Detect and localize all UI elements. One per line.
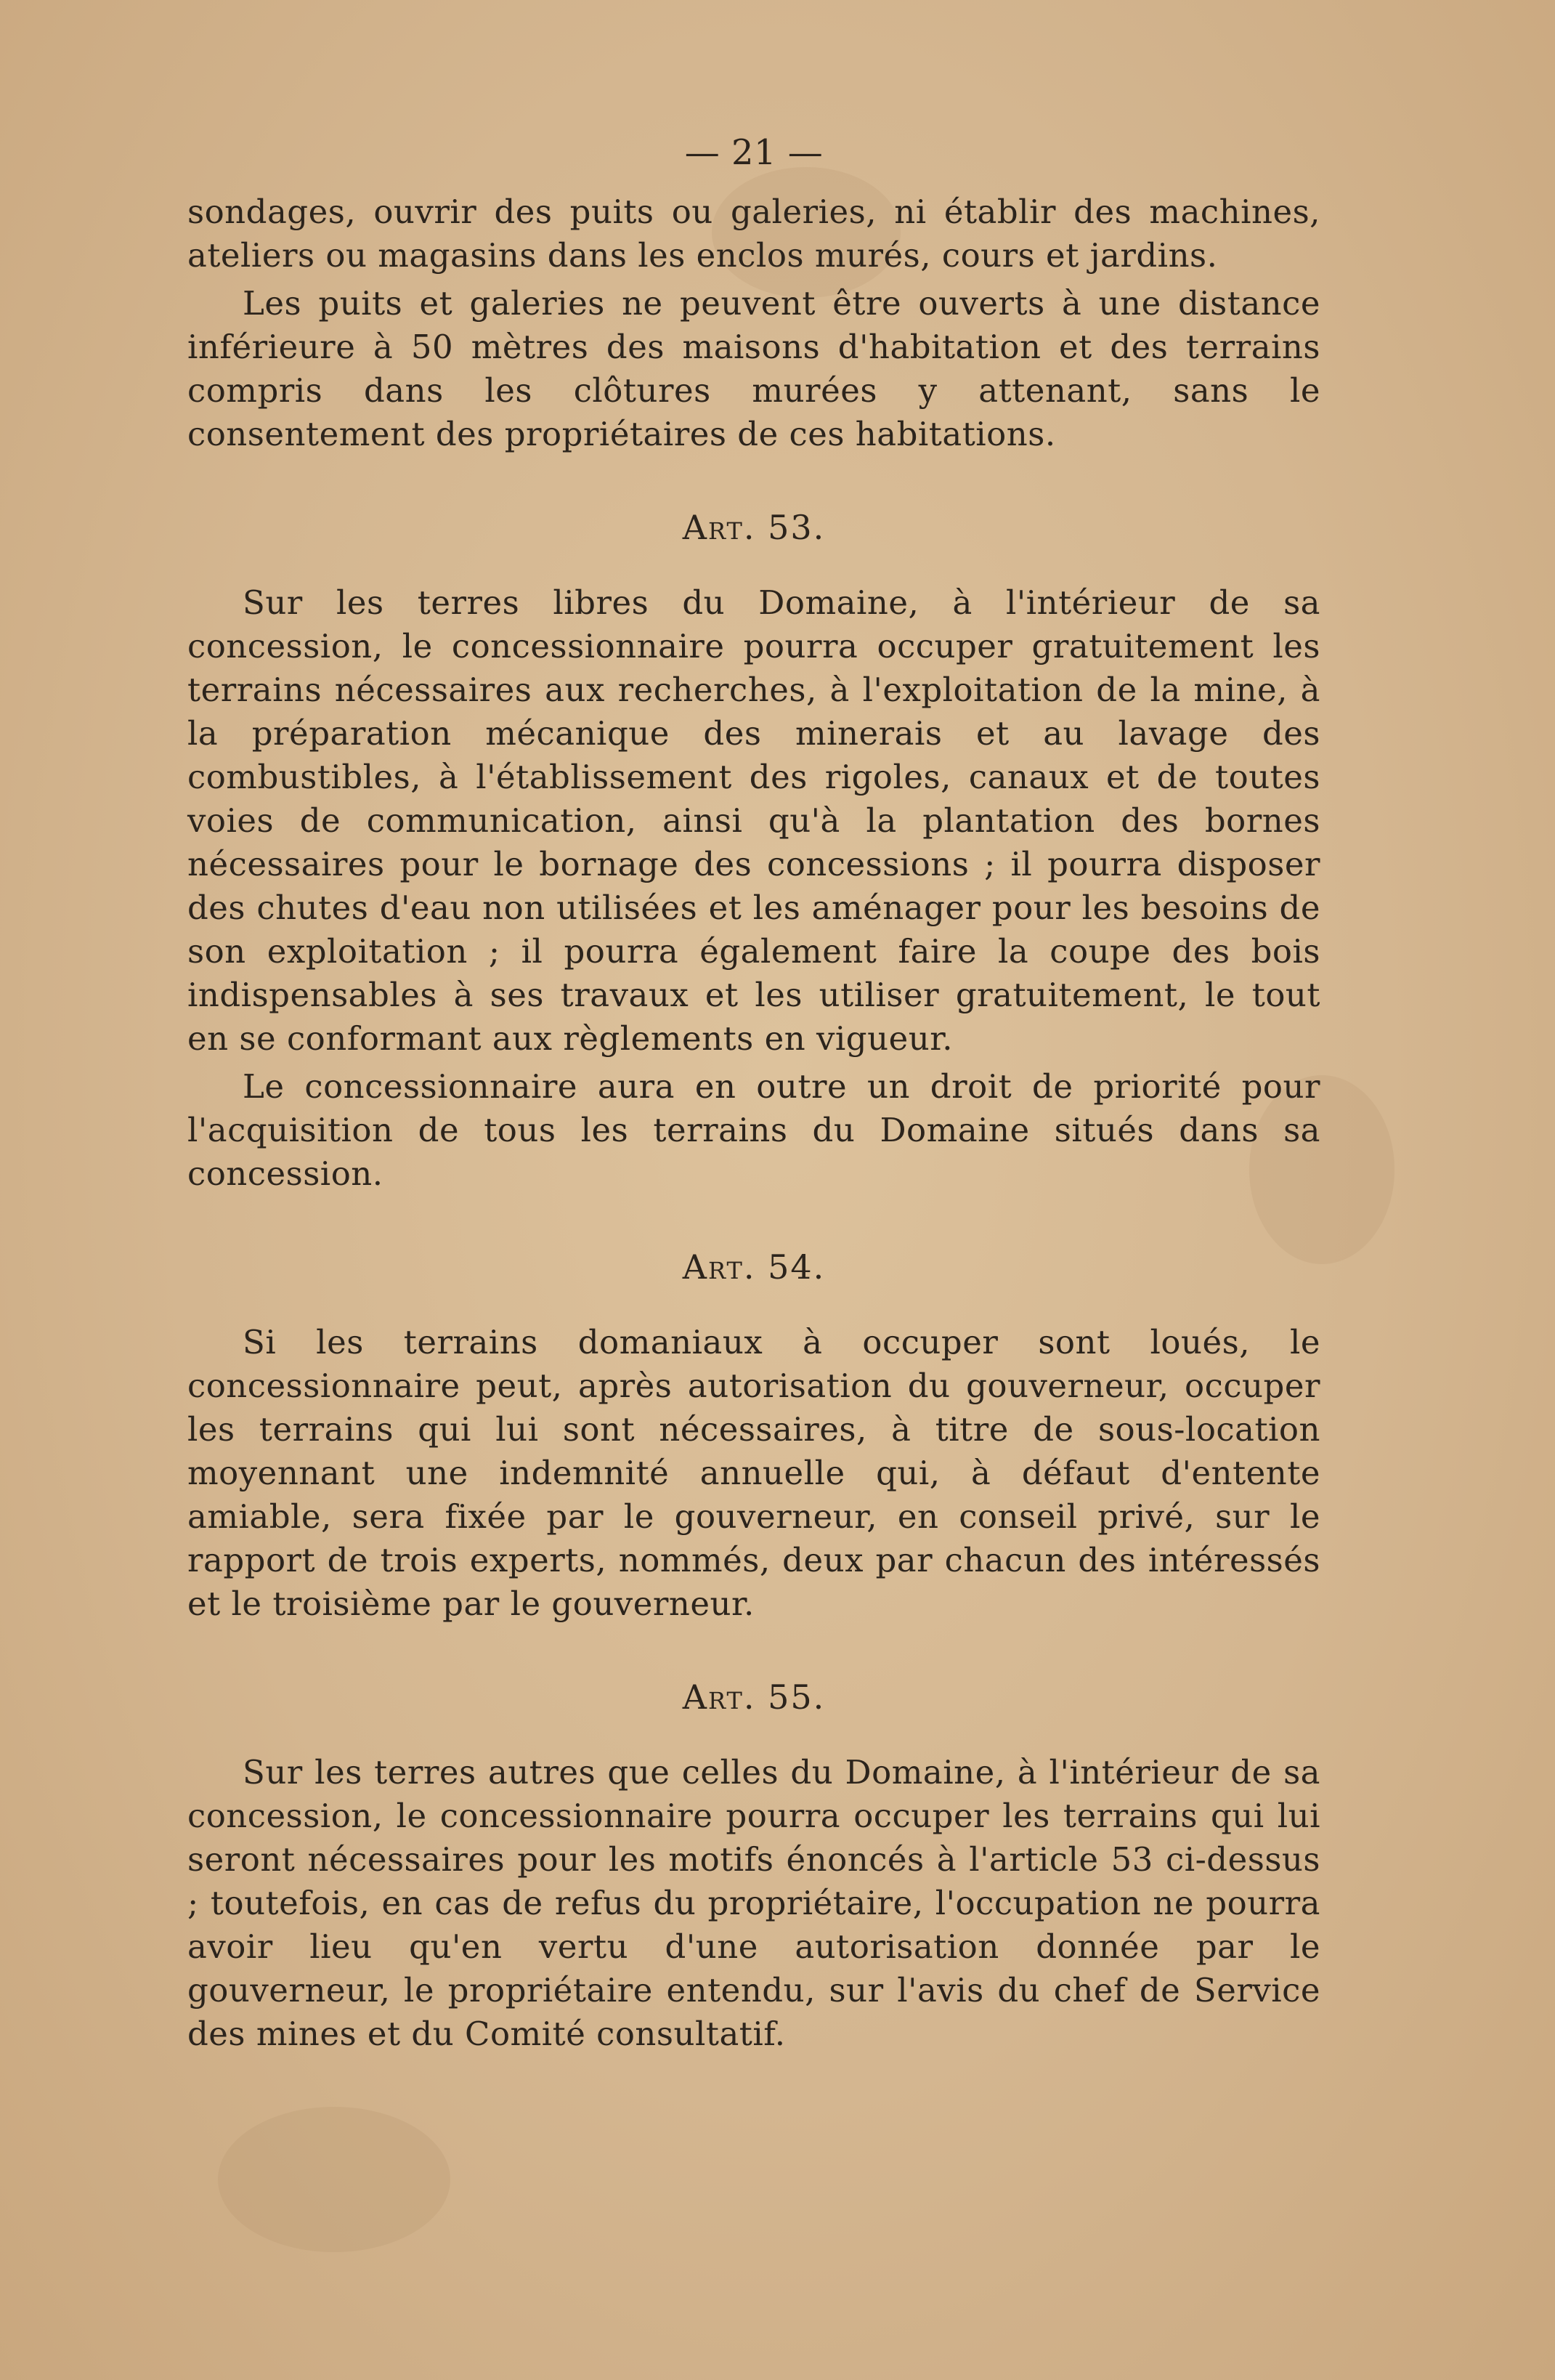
article-heading-54 bbox=[187, 1245, 1320, 1289]
paragraph: Sur les terres autres que celles du Domaine, à l'intérieur de sa concession, le concessionnaire pourra occuper les terrains qui lui seront nécessaires pour les motifs énoncés à l'article 53 ci-dessus ; toutefois, en cas de refus du propriétaire, l'occupation ne pourra avoir lieu qu'en vertu d'une autorisation donnée par le gouverneur, le propriétaire entendu, sur l'avis du chef de Service des mines et du Comité consultatif. bbox=[187, 1753, 1320, 2053]
paragraph: Sur les terres libres du Domaine, à l'intérieur de sa concession, le concessionnaire pourra occuper gratuitement les terrains nécessaires aux recherches, à l'exploitation de la mine, à la préparation mécanique des minerais et au lavage des combustibles, à l'établissement des rigoles, canaux et de toutes voies de communication, ainsi qu'à la plantation des bornes nécessaires pour le bornage des concessions ; il pourra disposer des chutes d'eau non utilisées et les aménager pour les besoins de son exploitation ; il pourra également faire la coupe des bois indispensables à ses travaux et les utiliser gratuitement, le tout en se conformant aux règlements en vigueur. bbox=[187, 583, 1320, 1058]
page-number: — 21 — bbox=[684, 132, 824, 173]
article-label: Art. 55. bbox=[682, 1677, 826, 1717]
page-content bbox=[187, 131, 1320, 2056]
article-heading-55 bbox=[187, 1675, 1320, 1719]
article-label: Art. 54. bbox=[682, 1247, 826, 1287]
article-label: Art. 53. bbox=[682, 508, 826, 547]
paper-stain bbox=[218, 2107, 450, 2252]
paragraph: sondages, ouvrir des puits ou galeries, ni établir des machines, ateliers ou magasins dans les enclos murés, cours et jardins. bbox=[187, 193, 1320, 275]
paragraph: Les puits et galeries ne peuvent être ouverts à une distance inférieure à 50 mètres des maisons d'habitation et des terrains compris dans les clôtures murées y attenant, sans le consentement des propriétaires de ces habitations. bbox=[187, 284, 1320, 453]
paragraph: Le concessionnaire aura en outre un droit de priorité pour l'acquisition de tous les terrains du Domaine situés dans sa concession. bbox=[187, 1067, 1320, 1193]
article-heading-53 bbox=[187, 506, 1320, 549]
paragraph: Si les terrains domaniaux à occuper sont loués, le concessionnaire peut, après autorisation du gouverneur, occuper les terrains qui lui sont nécessaires, à titre de sous-location moyennant une indemnité annuelle qui, à défaut d'entente amiable, sera fixée par le gouverneur, en conseil privé, sur le rapport de trois experts, nommés, deux par chacun des intéressés et le troisième par le gouverneur. bbox=[187, 1323, 1320, 1623]
